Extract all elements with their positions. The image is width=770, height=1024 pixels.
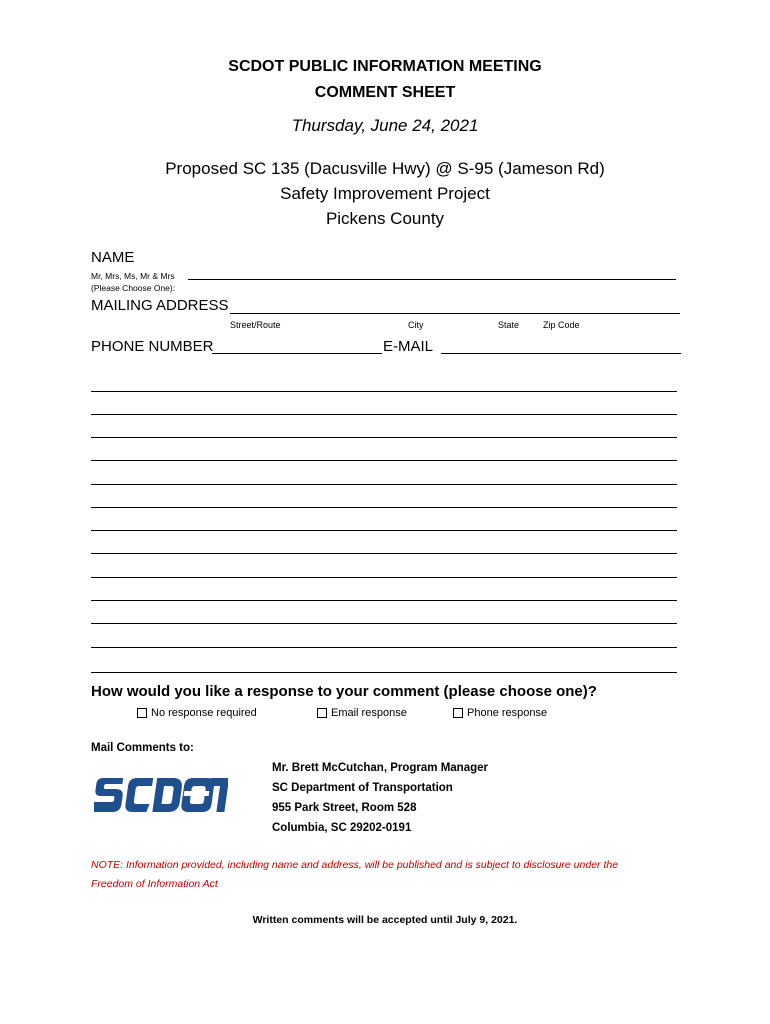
comment-line[interactable] [91,414,677,415]
option-label: No response required [151,707,257,719]
option-no-response[interactable] [137,707,257,719]
comment-line[interactable] [91,623,677,624]
address-city: Columbia, SC 29202-0191 [272,822,412,834]
phone-line[interactable] [212,353,382,354]
comment-line[interactable] [91,553,677,554]
checkbox-icon[interactable] [317,708,327,718]
meeting-date: Thursday, June 24, 2021 [291,116,479,135]
project-type: Safety Improvement Project [280,184,490,203]
email-label: E-MAIL [383,338,434,355]
email-line[interactable] [441,353,681,354]
comment-line[interactable] [91,484,677,485]
project-title: Proposed SC 135 (Dacusville Hwy) @ S-95 (Jameson Rd) [165,159,605,178]
scdot-logo-icon [94,772,228,818]
zip-sublabel: Zip Code [543,320,580,330]
deadline-text: Written comments will be accepted until July 9, 2021. [252,914,518,926]
mailing-address-label: MAILING ADDRESS [91,297,229,314]
name-line[interactable] [188,279,676,280]
street-sublabel: Street/Route [230,320,281,330]
comment-line[interactable] [91,391,677,392]
option-phone-response[interactable] [453,707,547,719]
comment-line[interactable] [91,437,677,438]
comment-line[interactable] [91,647,677,648]
option-email-response[interactable] [317,707,407,719]
address-street: 955 Park Street, Room 528 [272,802,417,814]
form-subtitle: COMMENT SHEET [314,84,456,101]
option-label: Email response [331,707,407,719]
mailing-address-line[interactable] [230,313,680,314]
mail-comments-label: Mail Comments to: [91,742,194,754]
state-sublabel: State [498,320,520,330]
option-label: Phone response [467,707,548,719]
checkbox-icon[interactable] [137,708,147,718]
checkbox-icon[interactable] [453,708,463,718]
project-county: Pickens County [325,209,445,228]
city-sublabel: City [408,320,424,330]
comment-line[interactable] [91,600,677,601]
comment-line[interactable] [91,577,677,578]
name-label: NAME [91,249,135,266]
comment-line[interactable] [91,530,677,531]
disclosure-note: NOTE: Information provided, including name and address, will be published and is subject to disclosure under the [91,859,619,871]
address-department: SC Department of Transportation [272,782,453,794]
comment-line[interactable] [91,507,677,508]
disclosure-note-2: Freedom of Information Act [91,878,218,890]
comment-line[interactable] [91,460,677,461]
form-title: SCDOT PUBLIC INFORMATION MEETING [228,58,542,75]
address-name: Mr. Brett McCutchan, Program Manager [272,762,488,774]
salutation-hint: Mr, Mrs, Ms, Mr & Mrs [91,271,175,281]
salutation-hint-2: (Please Choose One): [91,283,176,293]
scdot-logo [94,772,228,818]
comment-line[interactable] [91,672,677,673]
phone-label: PHONE NUMBER [91,338,214,355]
response-question: How would you like a response to your comment (please choose one)? [91,683,597,700]
